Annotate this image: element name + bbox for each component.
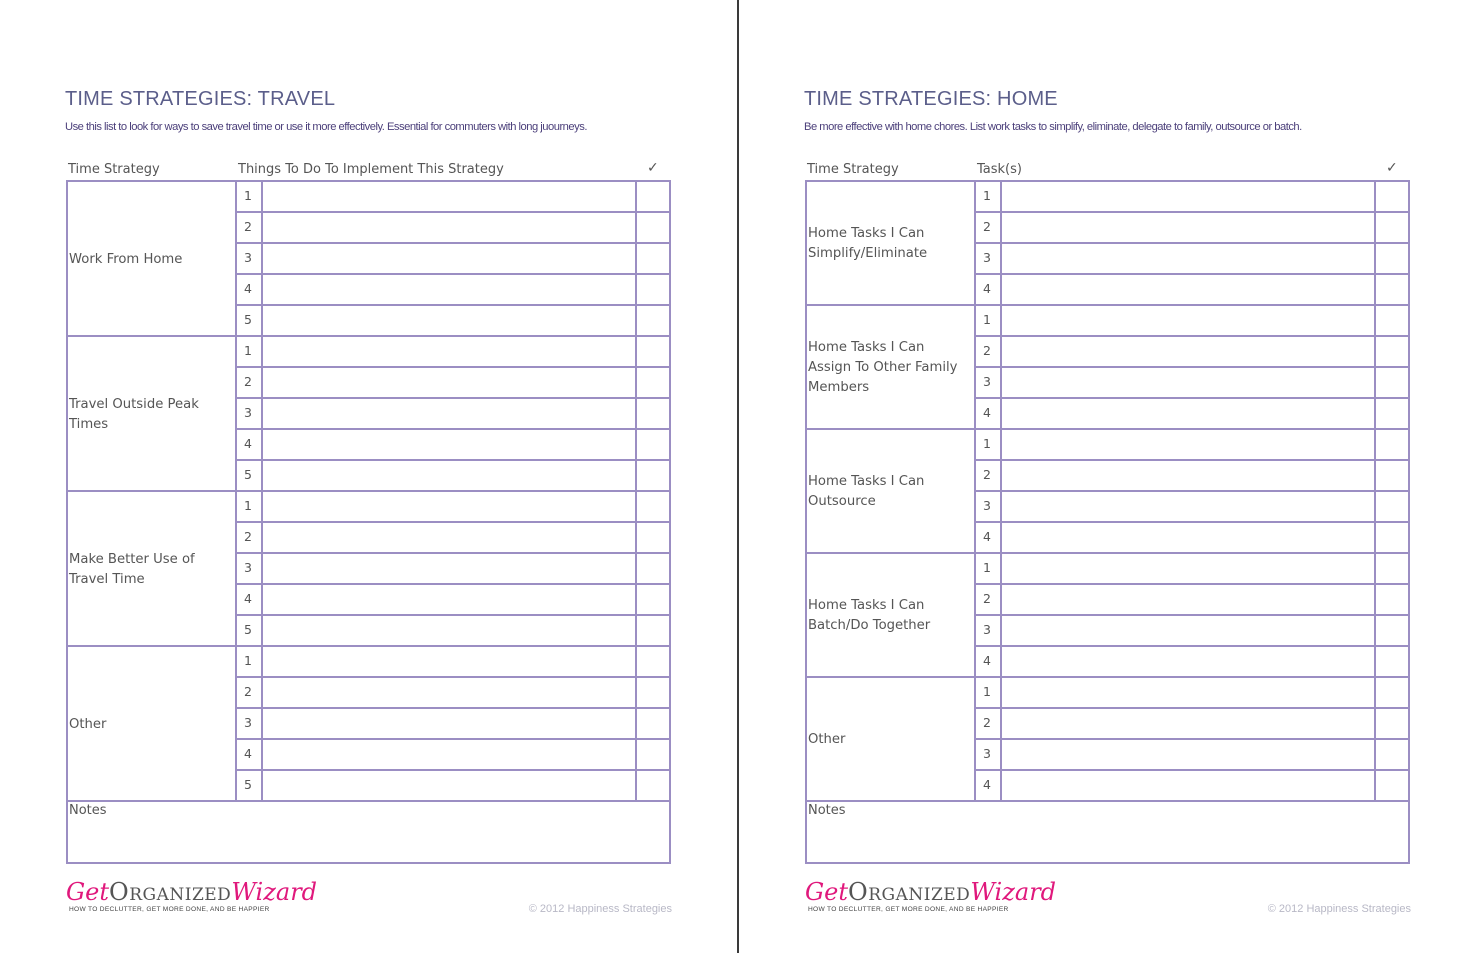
row-number: 1 (244, 498, 252, 513)
logo (805, 878, 1055, 918)
task-entry-field[interactable] (263, 430, 635, 459)
logo-wizard: Wizard (231, 878, 318, 906)
task-entry-field[interactable] (263, 461, 635, 490)
strategy-label (69, 182, 231, 337)
task-checkbox[interactable] (1376, 213, 1410, 242)
grid-line (261, 180, 263, 802)
strategy-label (69, 647, 231, 802)
row-number: 4 (983, 653, 991, 668)
strategy-label-text: Work From Home (69, 251, 183, 267)
task-checkbox[interactable] (1376, 523, 1410, 552)
logo-get: Get (805, 878, 849, 906)
task-entry-field[interactable] (263, 275, 635, 304)
row-number: 4 (244, 436, 252, 451)
row-number: 1 (983, 312, 991, 327)
strategy-label-text: Home Tasks I Can Simplify/Eliminate (808, 226, 928, 261)
task-entry-field[interactable] (263, 647, 635, 676)
row-number: 4 (244, 591, 252, 606)
grid-line (669, 180, 671, 864)
task-checkbox[interactable] (1376, 399, 1410, 428)
row-number: 4 (983, 405, 991, 420)
task-entry-field[interactable] (1002, 399, 1374, 428)
task-checkbox[interactable] (637, 461, 671, 490)
row-number: 3 (983, 498, 991, 513)
notes-label: Notes (69, 803, 107, 818)
logo-tagline: HOW TO DECLUTTER, GET MORE DONE, AND BE HAPPIER (69, 906, 270, 913)
grid-line (635, 180, 637, 802)
page-subtitle: Use this list to look for ways to save travel time or use it more effectively. Essential for commuters with long juourneys. (65, 121, 587, 133)
task-entry-field[interactable] (1002, 585, 1374, 614)
grid-line (974, 180, 976, 802)
task-checkbox[interactable] (637, 337, 671, 366)
task-checkbox[interactable] (1376, 647, 1410, 676)
strategy-label (808, 430, 970, 554)
row-number: 2 (983, 715, 991, 730)
strategy-label-text: Other (808, 732, 846, 747)
task-entry-field[interactable] (263, 771, 635, 800)
grid-line (1000, 180, 1002, 802)
strategy-table (805, 180, 1410, 863)
task-entry-field[interactable] (263, 585, 635, 614)
row-number: 2 (244, 219, 252, 234)
task-checkbox[interactable] (1376, 275, 1410, 304)
strategy-label-text: Home Tasks I Can Batch/Do Together (808, 598, 931, 633)
task-checkbox[interactable] (1376, 182, 1410, 211)
copyright: © 2012 Happiness Strategies (528, 903, 672, 915)
row-number: 3 (244, 715, 252, 730)
strategy-label-text: Home Tasks I Can Outsource (808, 474, 925, 509)
task-checkbox[interactable] (637, 244, 671, 273)
row-number: 2 (244, 374, 252, 389)
notes-field[interactable] (807, 820, 1408, 862)
task-checkbox[interactable] (637, 585, 671, 614)
task-checkbox[interactable] (1376, 337, 1410, 366)
row-number: 1 (244, 343, 252, 358)
task-entry-field[interactable] (263, 306, 635, 335)
task-checkbox[interactable] (637, 709, 671, 738)
grid-line (805, 180, 807, 864)
task-entry-field[interactable] (1002, 616, 1374, 645)
row-number: 5 (244, 622, 252, 637)
task-checkbox[interactable] (1376, 771, 1410, 800)
task-entry-field[interactable] (263, 523, 635, 552)
logo-organized: Organized (109, 878, 232, 906)
notes-label: Notes (808, 803, 846, 818)
strategy-label (808, 678, 970, 802)
strategy-label-text: Other (69, 716, 107, 732)
task-entry-field[interactable] (263, 678, 635, 707)
task-entry-field[interactable] (1002, 647, 1374, 676)
row-number: 5 (244, 467, 252, 482)
column-header-check-icon: ✓ (647, 160, 659, 176)
task-entry-field[interactable] (263, 213, 635, 242)
row-number: 1 (244, 188, 252, 203)
row-number: 3 (983, 622, 991, 637)
row-number: 2 (983, 467, 991, 482)
task-entry-field[interactable] (263, 492, 635, 521)
task-entry-field[interactable] (1002, 182, 1374, 211)
grid-line (66, 800, 671, 802)
logo (66, 878, 316, 918)
task-checkbox[interactable] (637, 492, 671, 521)
grid-line (66, 862, 671, 864)
row-number: 2 (983, 591, 991, 606)
row-number: 3 (983, 374, 991, 389)
strategy-label (808, 554, 970, 678)
task-checkbox[interactable] (637, 771, 671, 800)
strategy-label (808, 182, 970, 306)
logo-organized: Organized (848, 878, 971, 906)
task-entry-field[interactable] (1002, 523, 1374, 552)
row-number: 4 (983, 777, 991, 792)
task-checkbox[interactable] (637, 306, 671, 335)
row-number: 2 (983, 219, 991, 234)
task-entry-field[interactable] (263, 337, 635, 366)
task-checkbox[interactable] (1376, 709, 1410, 738)
task-entry-field[interactable] (1002, 709, 1374, 738)
task-entry-field[interactable] (1002, 430, 1374, 459)
grid-line (66, 180, 68, 864)
task-entry-field[interactable] (263, 740, 635, 769)
grid-line (805, 862, 1410, 864)
page-title: TIME STRATEGIES: TRAVEL (65, 88, 336, 110)
task-checkbox[interactable] (1376, 740, 1410, 769)
task-checkbox[interactable] (637, 740, 671, 769)
strategy-label (808, 306, 970, 430)
page-subtitle: Be more effective with home chores. List work tasks to simplify, eliminate, delegate to family, outsource or batch. (804, 121, 1302, 133)
task-entry-field[interactable] (1002, 740, 1374, 769)
row-number: 1 (983, 684, 991, 699)
page-title: TIME STRATEGIES: HOME (804, 88, 1058, 110)
task-entry-field[interactable] (263, 182, 635, 211)
task-checkbox[interactable] (1376, 678, 1410, 707)
strategy-label-text: Travel Outside Peak Times (69, 396, 199, 432)
strategy-label-text: Home Tasks I Can Assign To Other Family Members (808, 340, 958, 395)
task-checkbox[interactable] (637, 368, 671, 397)
task-entry-field[interactable] (1002, 461, 1374, 490)
travel-page (0, 0, 737, 953)
task-entry-field[interactable] (263, 399, 635, 428)
copyright: © 2012 Happiness Strategies (1267, 903, 1411, 915)
row-number: 5 (244, 777, 252, 792)
column-header-strategy: Time Strategy (68, 162, 160, 177)
row-number: 4 (244, 281, 252, 296)
task-checkbox[interactable] (637, 399, 671, 428)
row-number: 4 (983, 281, 991, 296)
task-entry-field[interactable] (263, 244, 635, 273)
task-entry-field[interactable] (263, 616, 635, 645)
task-checkbox[interactable] (1376, 368, 1410, 397)
task-entry-field[interactable] (1002, 771, 1374, 800)
column-header-tasks: Task(s) (977, 162, 1022, 177)
task-checkbox[interactable] (637, 647, 671, 676)
grid-line (1374, 180, 1376, 802)
row-number: 1 (983, 560, 991, 575)
grid-line (1408, 180, 1410, 864)
task-entry-field[interactable] (1002, 244, 1374, 273)
task-checkbox[interactable] (1376, 585, 1410, 614)
row-number: 1 (244, 653, 252, 668)
row-number: 2 (244, 684, 252, 699)
task-checkbox[interactable] (637, 430, 671, 459)
row-number: 4 (244, 746, 252, 761)
task-checkbox[interactable] (1376, 492, 1410, 521)
task-entry-field[interactable] (1002, 275, 1374, 304)
column-header-check-icon: ✓ (1386, 160, 1398, 176)
grid-line (805, 800, 1410, 802)
task-entry-field[interactable] (1002, 678, 1374, 707)
row-number: 2 (244, 529, 252, 544)
task-entry-field[interactable] (263, 368, 635, 397)
strategy-label-text: Make Better Use of Travel Time (69, 551, 195, 587)
row-number: 3 (983, 746, 991, 761)
row-number: 2 (983, 343, 991, 358)
task-checkbox[interactable] (637, 523, 671, 552)
task-checkbox[interactable] (637, 182, 671, 211)
notes-field[interactable] (68, 820, 669, 862)
task-entry-field[interactable] (1002, 337, 1374, 366)
task-entry-field[interactable] (1002, 492, 1374, 521)
grid-line (235, 180, 237, 802)
home-page (739, 0, 1476, 953)
task-checkbox[interactable] (637, 678, 671, 707)
task-entry-field[interactable] (263, 709, 635, 738)
row-number: 3 (983, 250, 991, 265)
task-entry-field[interactable] (263, 554, 635, 583)
logo-tagline: HOW TO DECLUTTER, GET MORE DONE, AND BE HAPPIER (808, 906, 1009, 913)
logo-wizard: Wizard (970, 878, 1057, 906)
task-entry-field[interactable] (1002, 213, 1374, 242)
task-checkbox[interactable] (1376, 430, 1410, 459)
strategy-label (69, 337, 231, 492)
row-number: 3 (244, 560, 252, 575)
task-checkbox[interactable] (1376, 244, 1410, 273)
task-checkbox[interactable] (637, 554, 671, 583)
row-number: 3 (244, 405, 252, 420)
logo-get: Get (66, 878, 110, 906)
task-entry-field[interactable] (1002, 554, 1374, 583)
strategy-table (66, 180, 671, 863)
column-header-strategy: Time Strategy (807, 162, 899, 177)
row-number: 5 (244, 312, 252, 327)
task-entry-field[interactable] (1002, 306, 1374, 335)
row-number: 3 (244, 250, 252, 265)
task-checkbox[interactable] (1376, 554, 1410, 583)
task-checkbox[interactable] (637, 616, 671, 645)
task-checkbox[interactable] (1376, 306, 1410, 335)
task-checkbox[interactable] (1376, 616, 1410, 645)
column-header-tasks: Things To Do To Implement This Strategy (238, 162, 504, 177)
task-checkbox[interactable] (637, 213, 671, 242)
row-number: 1 (983, 188, 991, 203)
row-number: 4 (983, 529, 991, 544)
task-entry-field[interactable] (1002, 368, 1374, 397)
strategy-label (69, 492, 231, 647)
task-checkbox[interactable] (637, 275, 671, 304)
task-checkbox[interactable] (1376, 461, 1410, 490)
row-number: 1 (983, 436, 991, 451)
